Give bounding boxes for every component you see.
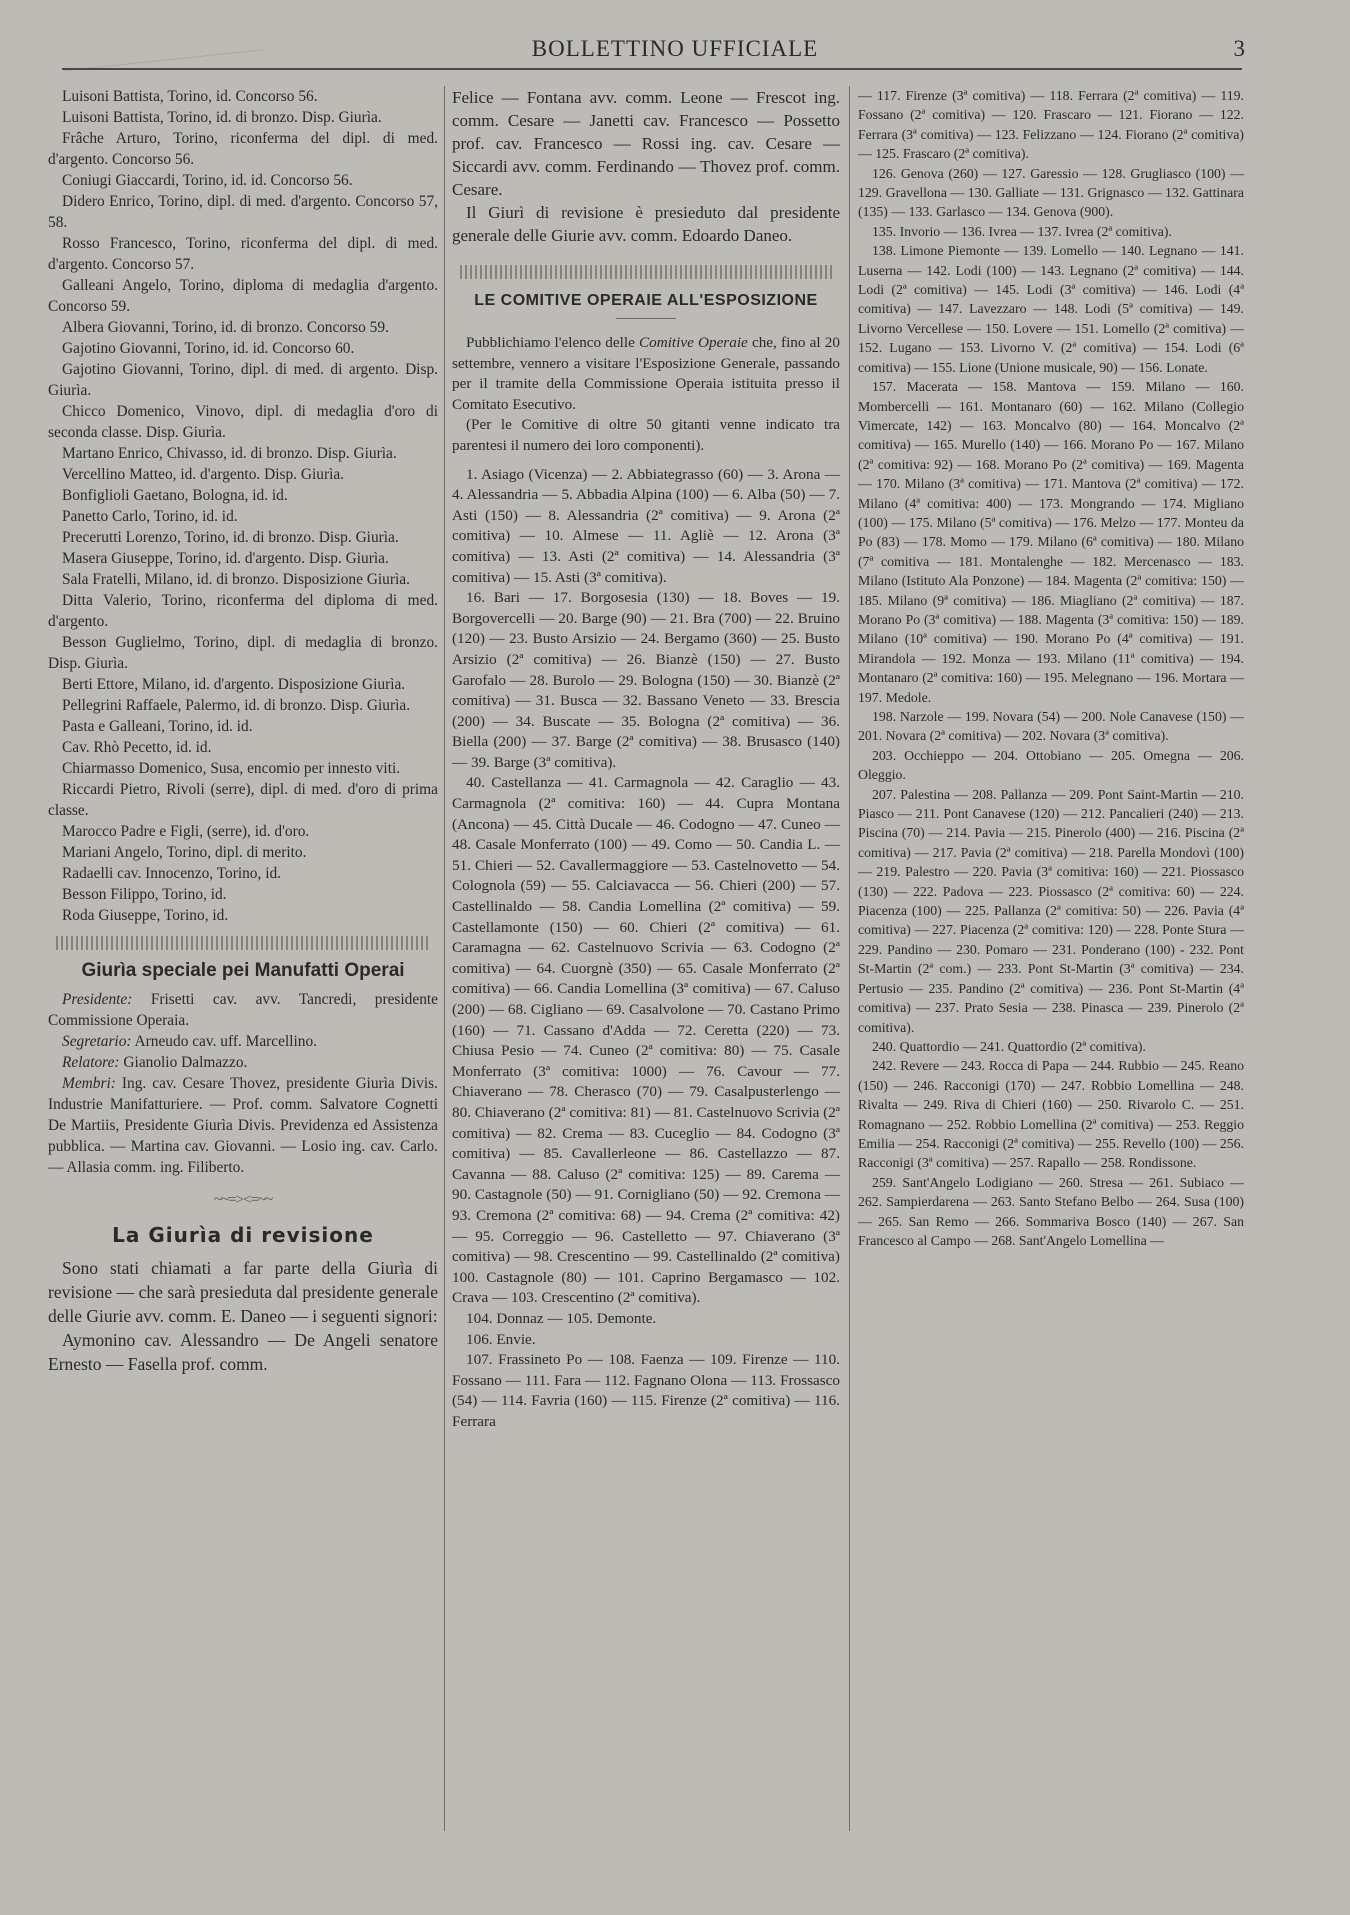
comitive-body xyxy=(452,333,840,1432)
award-entry: Gajotino Giovanni, Torino, dipl. di med. di argento. Disp. Giurìa. xyxy=(48,361,438,399)
award-entry: Pasta e Galleani, Torino, id. id. xyxy=(62,718,253,735)
jury-entry xyxy=(48,1031,438,1052)
intro-italic: Comitive Operaie xyxy=(639,334,748,351)
comitive-paragraph: 157. Macerata — 158. Mantova — 159. Milano — 160. Mombercelli — 161. Montanaro (60) — 162. Milano (Collegio Vimercate, 142) — 163. Moncalvo (80) — 164. Moncalvo (2ª comitiva) — 165. Murello (140) — 166. Morano Po — 167. Milano (2ª comitiva: 92) — 168. Morano Po (2ª comitiva) — 169. Magenta — 170. Milano (3ª comitiva) — 171. Mantova (2ª comitiva) — 172. Milano (4ª comitiva: 400) — 173. Mongrando — 174. Migliano (100) — 175. Milano (5ª comitiva) — 176. Melzo — 177. Monteu da Po (83) — 178. Momo — 179. Milano (6ª comitiva) — 180. Milano (7ª comitiva — 181. Montalenghe — 182. Mercenasco — 183. Milano (Istituto Ala Ponzone) — 184. Magenta (2ª comitiva: 150) — 185. Milano (9ª comitiva) — 186. Miagliano (2ª comitiva) — 187. Morano Po (3ª comitiva) — 188. Magenta (3ª comitiva: 150) — 189. Milano (10ª comitiva) — 190. Morano Po (4ª comitiva) — 191. Mirandola — 192. Monza — 193. Milano (11ª comitiva) — 194. Montanaro (2ª comitiva: 160) — 195. Melegnano — 196. Mortara — 197. Medole. xyxy=(858,379,1244,705)
award-entry: Pellegrini Raffaele, Palermo, id. di bronzo. Disp. Giurìa. xyxy=(62,697,411,714)
comitive-paragraph: 198. Narzole — 199. Novara (54) — 200. Nole Canavese (150) — 201. Novara (2ª comitiva) — 202. Novara (3ª comitiva). xyxy=(858,709,1244,744)
award-entry: Riccardi Pietro, Rivoli (serre), dipl. di med. d'oro di prima classe. xyxy=(48,781,438,819)
award-entry: Albera Giovanni, Torino, id. di bronzo. Concorso 59. xyxy=(62,319,389,336)
intro-text: Pubblichiamo l'elenco delle xyxy=(466,334,639,351)
jury-text: Arneudo cav. uff. Marcellino. xyxy=(134,1033,318,1050)
column-divider-2 xyxy=(849,86,850,1831)
award-entry: Radaelli cav. Innocenzo, Torino, id. xyxy=(62,865,282,882)
award-entry: Didero Enrico, Torino, dipl. di med. d'argento. Concorso 57, 58. xyxy=(48,193,438,231)
column-2 xyxy=(452,86,840,1836)
award-entry: Vercellino Matteo, id. d'argento. Disp. Giurìa. xyxy=(62,466,345,483)
running-title: BOLLETTINO UFFICIALE xyxy=(531,36,819,61)
comitive-list xyxy=(452,465,840,1433)
comitive-paragraph: 106. Envie. xyxy=(466,1330,536,1348)
comitive-paragraph: 138. Limone Piemonte — 139. Lomello — 140. Legnano — 141. Luserna — 142. Lodi (100) — 143. Legnano (2ª comitiva) — 144. Lodi (2ª comitiva) — 145. Lodi (3ª comitiva) — 146. Lodi (4ª comitiva) — 147. Lavezzaro — 148. Lodi (5ª comitiva) — 149. Livorno Vercellese — 150. Lovere — 151. Lomello (2ª comitiva) — 152. Lugano — 153. Livorno V. (2ª comitiva) — 154. Lodi (6ª comitiva) — 155. Lione (Unione musicale, 90) — 156. Lonate. xyxy=(858,243,1244,375)
note-paragraph: (Per le Comitive di oltre 50 gitanti venne indicato tra parentesi il numero dei loro componenti). xyxy=(452,416,840,454)
comitive-paragraph: 242. Revere — 243. Rocca di Papa — 244. Rubbio — 245. Reano (150) — 246. Racconigi (170) — 247. Robbio Lomellina — 248. Rivalta — 249. Riva di Chieri (160) — 250. Rivarolo C. — 251. Romagnano — 252. Robbio Lomellina (2ª comitiva) — 253. Reggio Emilia — 254. Racconigi (2ª comitiva) — 255. Revello (100) — 256. Racconigi (3ª comitiva) — 257. Rapallo — 258. Rondissone. xyxy=(858,1058,1244,1171)
comitive-paragraph: 259. Sant'Angelo Lodigiano — 260. Stresa — 261. Subiaco — 262. Sampierdarena — 263. Santo Stefano Belbo — 264. Susa (100) — 265. San Remo — 266. Sommariva Bosco (140) — 267. San Francesco al Campo — 268. Sant'Angelo Lomellina — xyxy=(858,1174,1244,1248)
award-entry: Gajotino Giovanni, Torino, id. id. Concorso 60. xyxy=(62,340,355,357)
ornament-divider: ~~=><=~~ xyxy=(213,1192,273,1208)
award-entry: Rosso Francesco, Torino, riconferma del dipl. di med. d'argento. Concorso 57. xyxy=(48,235,438,273)
jury-role: Segretario: xyxy=(62,1033,132,1050)
comitive-paragraph: 126. Genova (260) — 127. Garessio — 128. Grugliasco (100) — 129. Gravellona — 130. Galliate — 131. Grignasco — 132. Gattinara (135) — 133. Garlasco — 134. Genova (900). xyxy=(858,165,1244,220)
jury-role: Presidente: xyxy=(62,991,133,1008)
jury-entry xyxy=(48,1073,438,1178)
award-entry: Bonfiglioli Gaetano, Bologna, id. id. xyxy=(62,487,288,504)
intro-text-after: che, fino al 20 settembre, vennero a visitare l'Esposizione Generale, passando per il tramite della Commissione Operaia istituita presso il Comitato Esecutivo. xyxy=(452,334,840,413)
award-entry: Besson Filippo, Torino, id. xyxy=(62,886,227,903)
comitive-paragraph: 203. Occhieppo — 204. Ottobiano — 205. Omegna — 206. Oleggio. xyxy=(858,747,1244,783)
comitive-paragraph: 16. Bari — 17. Borgosesia (130) — 18. Boves — 19. Borgovercelli — 20. Barge (90) — 21. Bra (700) — 22. Bruino (120) — 23. Busto Arsizio — 24. Bergamo (360) — 25. Busto Arsizio (2ª comitiva) — 26. Bianzè (150) — 27. Busto Garofalo — 28. Burolo — 29. Bologna (150) — 30. Bianzè (2ª comitiva) — 31. Busca — 32. Bassano Veneto — 33. Brescia (200) — 34. Buscate — 35. Bologna (2ª comitiva) — 36. Biella (200) — 37. Barge (2ª comitiva) — 38. Brusasco (140) — 39. Barge (3ª comitiva). xyxy=(452,589,840,771)
header-rule xyxy=(62,68,1242,70)
award-entry: Coniugi Giaccardi, Torino, id. id. Concorso 56. xyxy=(62,172,353,189)
award-entry: Roda Giuseppe, Torino, id. xyxy=(62,907,229,924)
wavy-divider xyxy=(460,265,832,279)
jury-text: Frisetti cav. avv. Tancredi, presidente Commissione Operaia. xyxy=(48,991,438,1029)
wavy-divider xyxy=(56,936,430,950)
section-title-giuria-revisione: La Giurìa di revisione xyxy=(112,1223,374,1247)
award-entry: Ditta Valerio, Torino, riconferma del diploma di med. d'argento. xyxy=(48,592,438,630)
award-entry: Luisoni Battista, Torino, id. di bronzo. Disp. Giurìa. xyxy=(62,109,382,126)
awards-list xyxy=(48,86,438,926)
jury-entry xyxy=(48,989,438,1031)
jury-role: Membri: xyxy=(62,1075,116,1092)
award-entry: Frâche Arturo, Torino, riconferma del dipl. di med. d'argento. Concorso 56. xyxy=(48,130,438,168)
revision-president: Il Giurì di revisione è presieduto dal presidente generale delle Giurie avv. comm. Edoardo Daneo. xyxy=(452,203,840,245)
jury-text: Ing. cav. Cesare Thovez, presidente Giurìa Divis. Industrie Manifatturiere. — Prof. comm. Salvatore Cognetti De Martiis, Presidente Giurìa Divis. Previdenza ed Assistenza pubblica. — Martina cav. Giovanni. — Losio ing. cav. Carlo. — Allasia comm. ing. Filiberto. xyxy=(48,1075,438,1176)
column-3 xyxy=(858,86,1244,1836)
award-entry: Martano Enrico, Chivasso, id. di bronzo. Disp. Giurìa. xyxy=(62,445,397,462)
section-title-comitive: LE COMITIVE OPERAIE ALL'ESPOSIZIONE xyxy=(474,292,818,309)
award-entry: Besson Guglielmo, Torino, dipl. di medaglia di bronzo. Disp. Giurìa. xyxy=(48,634,438,672)
section-title-giuria-speciale: Giurìa speciale pei Manufatti Operai xyxy=(81,960,405,981)
award-entry: Mariani Angelo, Torino, dipl. di merito. xyxy=(62,844,307,861)
revision-paragraph: Sono stati chiamati a far parte della Giurìa di revisione — che sarà presieduta dal presidente generale delle Giurie avv. comm. E. Daneo — i seguenti signori: xyxy=(48,1258,438,1326)
comitive-paragraph: 104. Donnaz — 105. Demonte. xyxy=(466,1309,657,1327)
comitive-paragraph: 207. Palestina — 208. Pallanza — 209. Pont Saint-Martin — 210. Piasco — 211. Pont Canavese (120) — 212. Pancalieri (240) — 213. Piscina (70) — 214. Pavia — 215. Pinerolo (400) — 216. Piscina (2ª comitiva) — 217. Pavia (2ª comitiva) — 218. Parella Mondovì (100) — 219. Palestro — 220. Pavia (3ª comitiva: 160) — 221. Piossasco (130) — 222. Padova — 223. Piossasco (2ª comitiva: 60) — 224. Piacenza (100) — 225. Pallanza (2ª comitiva: 50) — 226. Pavia (4ª comitiva) — 227. Piacenza (2ª comitiva: 120) — 228. Ponte Stura — 229. Pandino — 230. Pomaro — 231. Ponderano (100) - 232. Pont St-Martin (2ª com.) — 233. Pont St-Martin (3ª comitiva) — 234. Pertusio — 235. Pandino (2ª comitiva) — 236. Pont St-Martin (4ª comitiva) — 237. Prato Sesia — 238. Pinasca — 239. Pinerolo (2ª comitiva). xyxy=(858,786,1244,1035)
jury-role: Relatore: xyxy=(62,1054,120,1071)
award-entry: Berti Ettore, Milano, id. d'argento. Disposizione Giurìa. xyxy=(62,676,406,693)
award-entry: Chicco Domenico, Vinovo, dipl. di medaglia d'oro di seconda classe. Disp. Giurìa. xyxy=(48,403,438,441)
comitive-paragraph: — 117. Firenze (3ª comitiva) — 118. Ferrara (2ª comitiva) — 119. Fossano (2ª comitiva) — 120. Frascaro — 121. Fiorano — 122. Ferrara (3ª comitiva) — 123. Felizzano — 124. Fiorano (2ª comitiva) — 125. Frascaro (2ª comitiva). xyxy=(858,88,1244,162)
revision-names: Aymonino cav. Alessandro — De Angeli senatore Ernesto — Fasella prof. comm. xyxy=(48,1330,438,1374)
award-entry: Marocco Padre e Figli, (serre), id. d'oro. xyxy=(62,823,310,840)
column-1 xyxy=(48,86,438,1836)
comitive-paragraph: 107. Frassineto Po — 108. Faenza — 109. Firenze — 110. Fossano — 111. Fara — 112. Fagnano Olona — 113. Frossasco (54) — 114. Favria (160) — 115. Firenze (2ª comitiva) — 116. Ferrara xyxy=(452,1351,840,1430)
short-rule xyxy=(616,318,676,319)
comitive-paragraph: 240. Quattordio — 241. Quattordio (2ª comitiva). xyxy=(872,1038,1146,1054)
award-entry: Galleani Angelo, Torino, diploma di medaglia d'argento. Concorso 59. xyxy=(48,277,438,315)
award-entry: Luisoni Battista, Torino, id. Concorso 56. xyxy=(62,88,318,105)
revision-names-continuation: Felice — Fontana avv. comm. Leone — Frescot ing. comm. Cesare — Janetti cav. Francesco — Possetto prof. cav. Francesco — Rossi ing. cav. Cesare — Siccardi avv. comm. Ferdinando — Thovez prof. comm. Cesare. xyxy=(452,88,840,199)
jury-text: Gianolio Dalmazzo. xyxy=(123,1054,248,1071)
jury-list xyxy=(48,989,438,1178)
comitive-paragraph: 135. Invorio — 136. Ivrea — 137. Ivrea (2ª comitiva). xyxy=(872,223,1172,239)
award-entry: Precerutti Lorenzo, Torino, id. di bronzo. Disp. Giurìa. xyxy=(62,529,399,546)
intro-paragraph xyxy=(452,333,840,415)
page-number: 3 xyxy=(1233,36,1245,61)
award-entry: Sala Fratelli, Milano, id. di bronzo. Disposizione Giurìa. xyxy=(62,571,410,588)
comitive-paragraph: 40. Castellanza — 41. Carmagnola — 42. Caraglio — 43. Carmagnola (2ª comitiva: 160) — 44. Cupra Montana (Ancona) — 45. Città Ducale — 46. Codogno — 47. Cuneo — 48. Casale Monferrato (100) — 49. Como — 50. Candia L. — 51. Chieri — 52. Cavallermaggiore — 53. Castelnovetto — 54. Colognola (59) — 55. Calciavacca — 56. Chieri (200) — 57. Castellinaldo — 58. Candia Lomellina (2ª comitiva) — 59. Castellamonte (150) — 60. Chieri (2ª comitiva) — 61. Caramagna — 62. Castelnuovo Scrivia — 63. Codogno (2ª comitiva) — 64. Cuorgnè (350) — 65. Casale Monferrato (2ª comitiva) — 66. Candia Lomellina (3ª comitiva) — 67. Caluso (200) — 68. Cigliano — 69. Casalvolone — 70. Castano Primo (160) — 71. Cassano d'Adda — 72. Ceretta (220) — 73. Chiusa Pesio — 74. Cuneo (2ª comitiva: 80) — 75. Casale Monferrato (3ª comitiva: 1000) — 76. Cavour — 77. Chiaverano — 78. Cherasco (70) — 79. Casalpusterlengo — 80. Chiaverano (2ª comitiva: 81) — 81. Castelnuovo Scrivia (2ª comitiva) — 82. Crema — 83. Cuceglio — 84. Codogno (3ª comitiva) — 85. Cavallerleone — 86. Castellazzo — 87. Cavanna — 88. Caluso (2ª comitiva: 125) — 89. Carema — 90. Castagnole (50) — 91. Cornigliano (50) — 92. Cremona — 93. Cremona (2ª comitiva: 68) — 94. Crema (2ª comitiva: 42) — 95. Correggio — 96. Castelletto — 97. Chiaverano (3ª comitiva) — 98. Crescentino — 99. Castellinaldo (2ª comitiva) 100. Castagnole (80) — 101. Caprino Bergamasco — 102. Crava — 103. Crescentino (2ª comitiva). xyxy=(452,774,840,1307)
award-entry: Chiarmasso Domenico, Susa, encomio per innesto viti. xyxy=(62,760,401,777)
award-entry: Cav. Rhò Pecetto, id. id. xyxy=(62,739,212,756)
column-divider-1 xyxy=(444,86,445,1831)
jury-entry xyxy=(48,1052,438,1073)
award-entry: Masera Giuseppe, Torino, id. d'argento. Disp. Giurìa. xyxy=(62,550,389,567)
award-entry: Panetto Carlo, Torino, id. id. xyxy=(62,508,238,525)
comitive-paragraph: 1. Asiago (Vicenza) — 2. Abbiategrasso (60) — 3. Arona — 4. Alessandria — 5. Abbadia Alpina (100) — 6. Alba (50) — 7. Asti (150) — 8. Alessandria (2ª comitiva) — 9. Arona (2ª comitiva) — 10. Almese — 11. Agliè — 12. Arona (3ª comitiva) — 13. Asti (2ª comitiva) — 14. Alessandria (3ª comitiva) — 15. Asti (3ª comitiva). xyxy=(452,465,840,586)
comitive-list-continued xyxy=(858,86,1244,1250)
